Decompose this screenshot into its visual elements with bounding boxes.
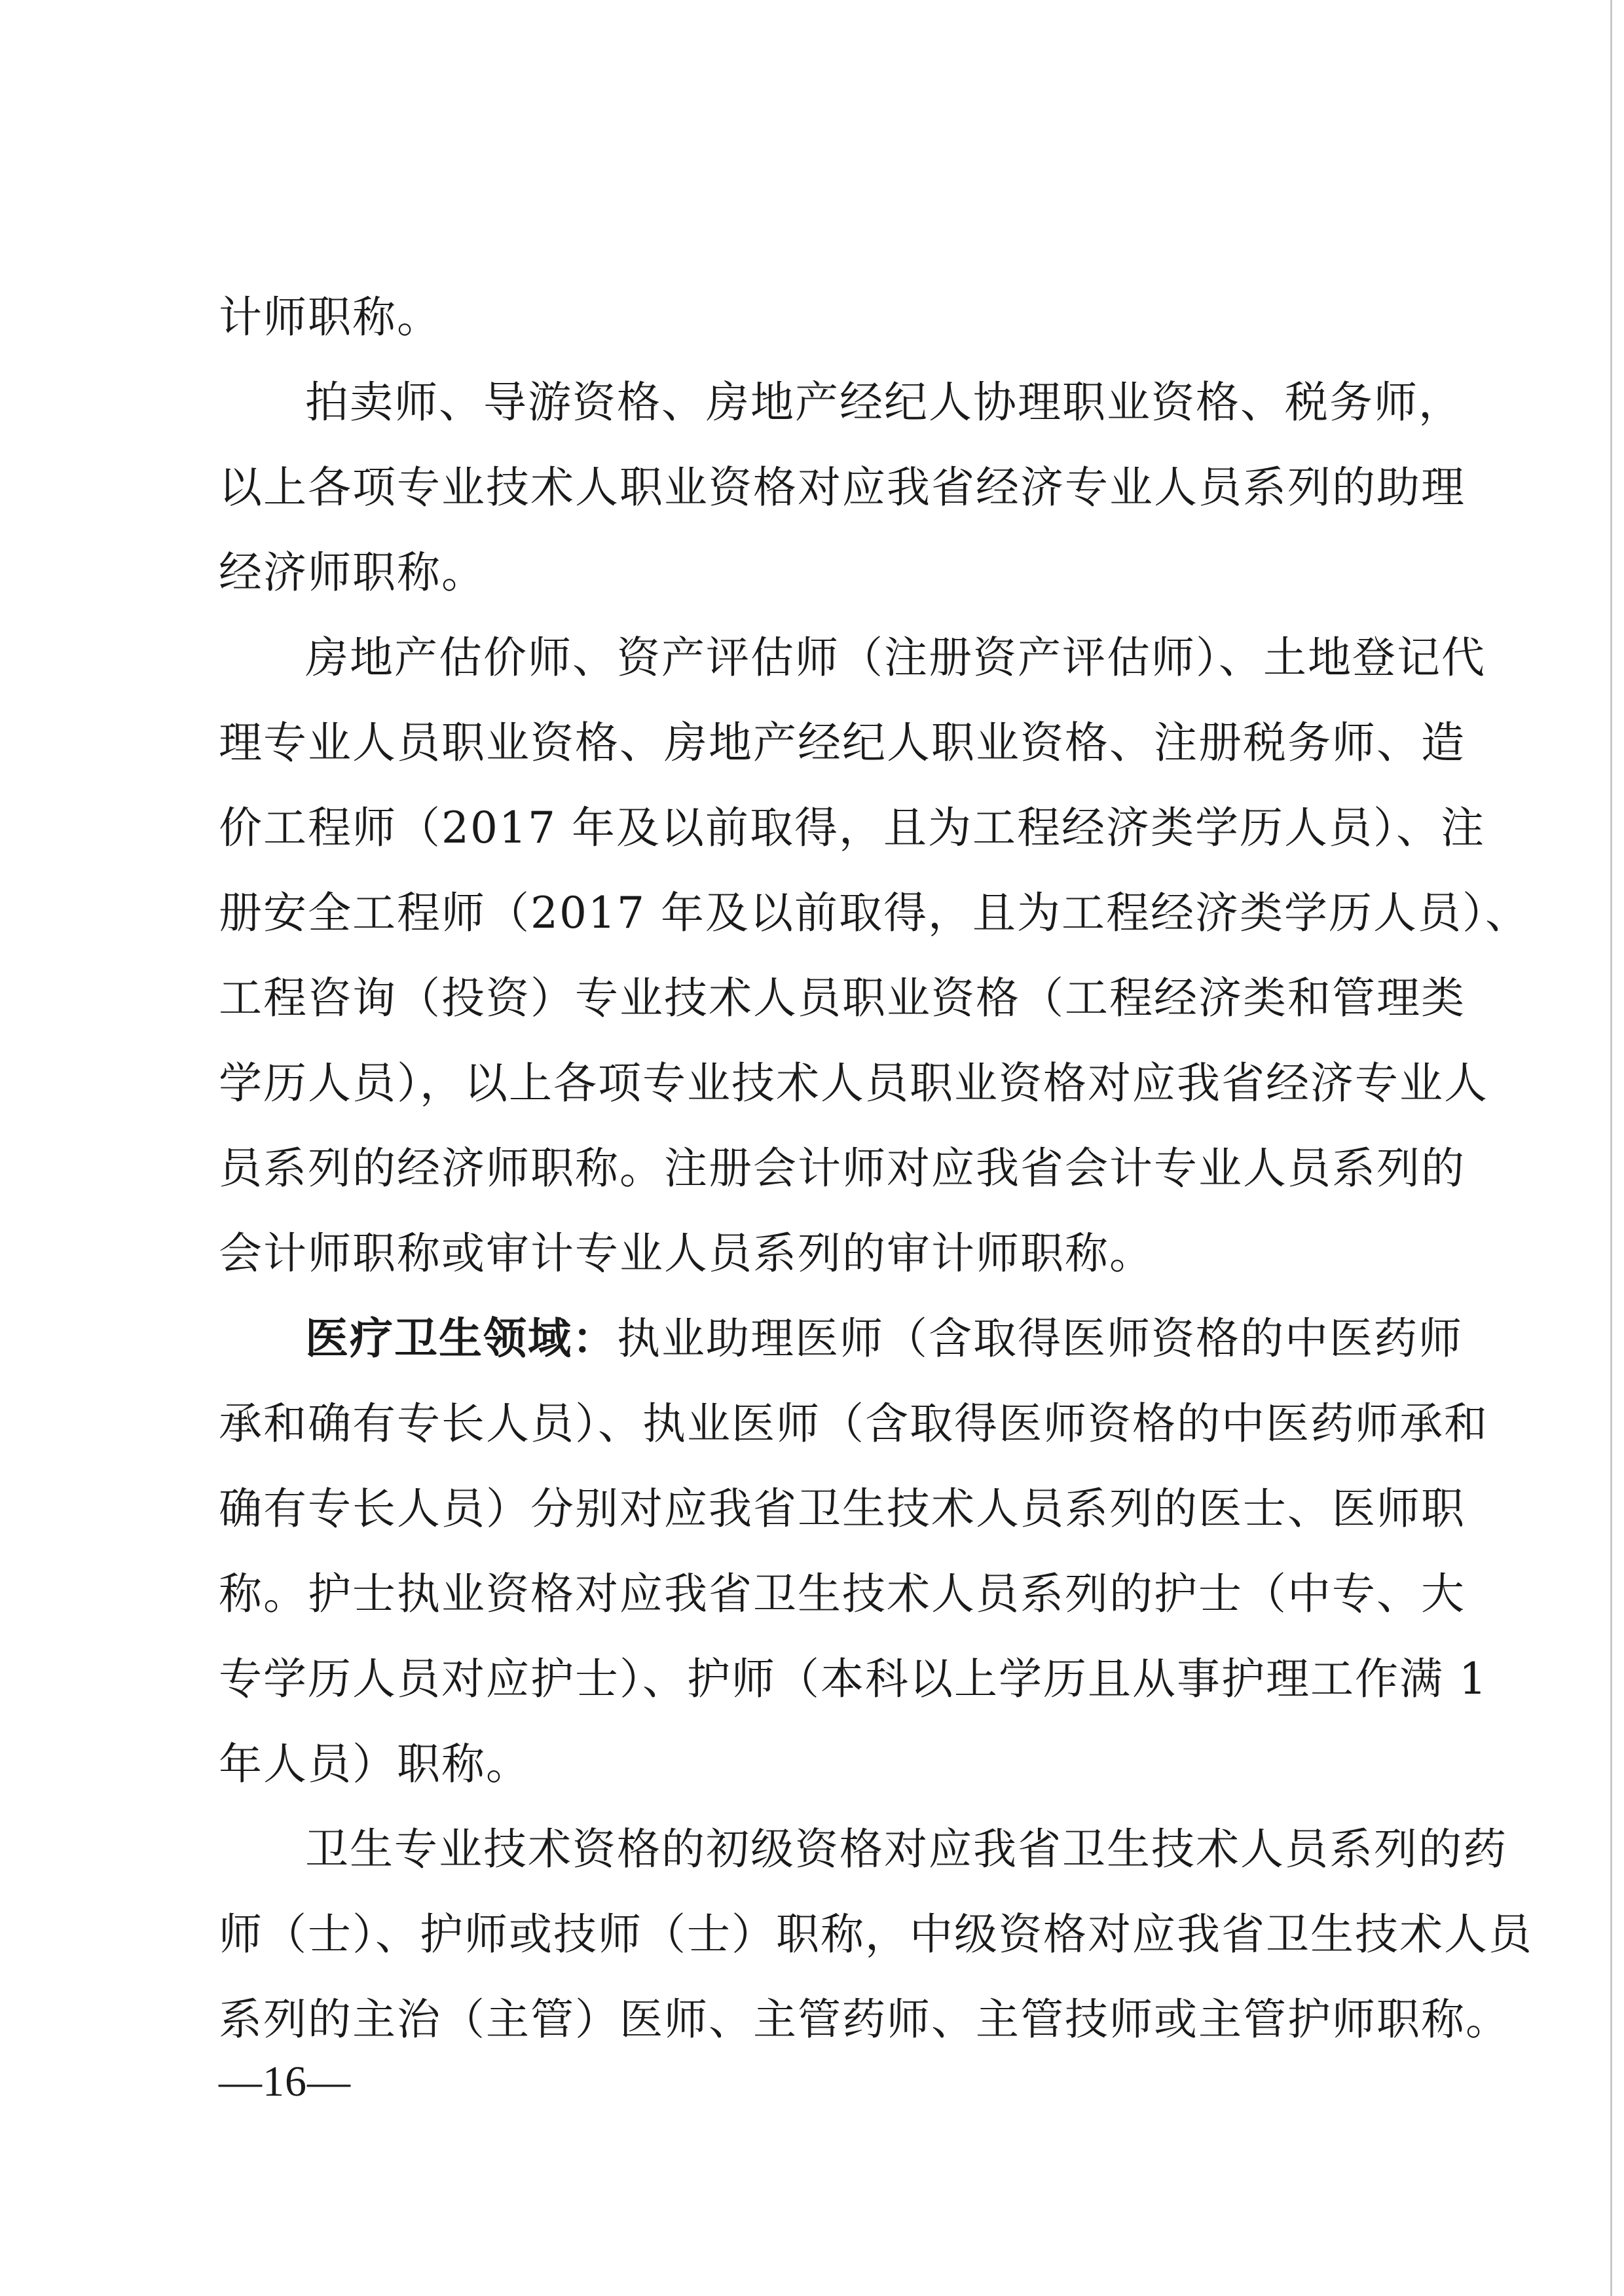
paragraph-line: 以上各项专业技术人职业资格对应我省经济专业人员系列的助理 [219,462,1466,513]
section-lead-heading: 医疗卫生领域： [305,1313,617,1364]
paragraph-line-text: 执业助理医师（含取得医师资格的中医药师 [617,1313,1463,1364]
paragraph-line: 员系列的经济师职称。注册会计师对应我省会计专业人员系列的 [219,1143,1466,1194]
paragraph-line: 专学历人员对应护士）、护师（本科以上学历且从事护理工作满 1 [219,1654,1488,1704]
paragraph-line: 师（士）、护师或技师（士）职称，中级资格对应我省卫生技术人员 [219,1909,1533,1959]
paragraph-line: 经济师职称。 [219,547,486,598]
body-text [219,275,1533,2062]
paragraph-line: 年人员）职称。 [219,1739,530,1789]
paragraph-line: 系列的主治（主管）医师、主管药师、主管技师或主管护师职称。 [219,1994,1510,2045]
paragraph-line: 理专业人员职业资格、房地产经纪人职业资格、注册税务师、造 [219,718,1466,768]
paragraph-line: 工程咨询（投资）专业技术人员职业资格（工程经济类和管理类 [219,973,1466,1023]
scan-edge-divider [1610,0,1612,2296]
paragraph-line: 房地产估价师、资产评估师（注册资产评估师）、土地登记代 [305,632,1486,683]
paragraph-line: 承和确有专长人员）、执业医师（含取得医师资格的中医药师承和 [219,1398,1488,1449]
paragraph-line: 称。护士执业资格对应我省卫生技术人员系列的护士（中专、大 [219,1569,1466,1619]
paragraph-line: 计师职称。 [219,292,441,342]
paragraph-line: 册安全工程师（2017 年及以前取得，且为工程经济类学历人员）、 [219,888,1530,938]
paragraph-line: 会计师职称或审计专业人员系列的审计师职称。 [219,1228,1154,1279]
paragraph-line: 学历人员），以上各项专业技术人员职业资格对应我省经济专业人 [219,1058,1488,1108]
paragraph-line: 卫生专业技术资格的初级资格对应我省卫生技术人员系列的药 [305,1824,1507,1874]
page-number: —16— [219,2058,351,2105]
paragraph-line: 确有专长人员）分别对应我省卫生技术人员系列的医士、医师职 [219,1484,1466,1534]
paragraph-line: 价工程师（2017 年及以前取得，且为工程经济类学历人员）、注 [219,803,1485,853]
paragraph-line: 拍卖师、导游资格、房地产经纪人协理职业资格、税务师， [305,377,1463,428]
paragraph-line-with-heading [219,1296,1463,1381]
